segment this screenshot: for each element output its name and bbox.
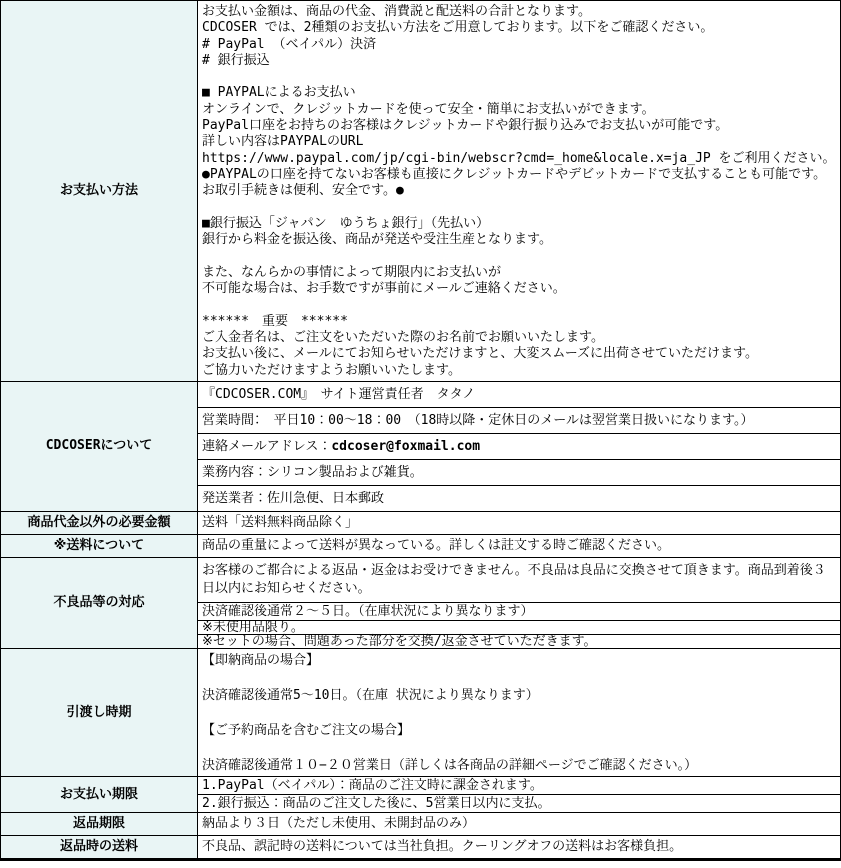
blank-line: [202, 739, 836, 757]
text-line: ご入金者名は、ご注文をいただいた際のお名前でお願いいたします。: [202, 329, 604, 345]
text-line: 銀行から料金を振込後、商品が発送や受注生産となります。: [202, 232, 552, 248]
shipping-note-content: 商品の重量によって送料が異なっている。詳しくは註文する時ご確認ください。: [202, 537, 671, 553]
defective-unused-only-row: ※未使用品限り。: [198, 620, 840, 634]
text-line: 決済確認後通常5〜10日。（在庫 状況により異なります）: [202, 687, 539, 703]
payment-method-header: お支払い方法: [1, 1, 198, 381]
return-shipping-fee-content: 不良品、誤記時の送料については当社負担。クーリングオフの送料はお客様負担。: [202, 839, 683, 855]
text-line: お取引手続きは便利、安全です。●: [202, 183, 404, 199]
delivery-time-header: 引渡し時期: [1, 649, 198, 777]
payment-method-content: [198, 1, 840, 381]
about-cdcoser-content: [198, 382, 840, 511]
paypal-url-text: https://www.paypal.com/jp/cgi-bin/webscr?cmd=_home&locale.x=ja_JP をご利用ください。: [202, 150, 836, 166]
text-line: オンラインで、クレジットカードを使って安全・簡単にお支払いができます。: [202, 101, 655, 117]
contact-row: [198, 433, 840, 459]
about-cdcoser-header: CDCOSERについて: [1, 382, 198, 511]
defective-processing-time-row: 決済確認後通常２〜５日。（在庫状況により異なります）: [198, 602, 840, 620]
text-line: CDCOSER では、2種類のお支払い方法をご用意しております。以下をご確認ください。: [202, 20, 714, 36]
return-shipping-fee-header: 返品時の送料: [1, 836, 198, 858]
defective-policy-row: お客様のご都合による返品・返金はお受けできません。不良品は良品に交換させて頂きます。商品到着後３日以内にお知らせください。: [202, 562, 826, 596]
row-extra-fees: [1, 511, 840, 534]
site-owner-row: 『CDCOSER.COM』 サイト運営責任者 タタノ: [202, 386, 476, 402]
text-line: ■銀行振込「ジャパン ゆうちょ銀行」（先払い）: [202, 215, 490, 231]
payment-deadline-header: お支払い期限: [1, 777, 198, 812]
paypal-deadline-row: 1.PayPal（ベイパル）：商品のご注文時に課金されます。: [202, 778, 543, 794]
text-line: 不可能な場合は、お手数ですが事前にメールご連絡ください。: [202, 281, 566, 297]
delivery-time-content: [198, 649, 840, 777]
blank-line: [202, 69, 836, 85]
bank-transfer-deadline-row: 2.銀行振込：商品のご注文した後に、5営業日以内に支払。: [198, 794, 840, 812]
payment-deadline-content: [198, 777, 840, 812]
text-line: また、なんらかの事情によって期限内にお支払いが: [202, 264, 502, 280]
row-payment-deadline: [1, 776, 840, 812]
text-line: 詳しい内容はPAYPALのURL: [202, 134, 364, 150]
blank-line: [202, 297, 836, 313]
important-note-heading: ****** 重要 ******: [202, 313, 348, 329]
text-line: # 銀行振込: [202, 52, 270, 68]
defective-items-header: 不良品等の対応: [1, 558, 198, 648]
extra-fees-content: 送料「送料無料商品除く」: [202, 514, 359, 530]
shipping-note-header: ※送料について: [1, 535, 198, 557]
blank-line: [202, 200, 836, 216]
contact-email-label: 連絡メールアドレス：: [202, 438, 332, 454]
text-line: ●PAYPALの口座を持てないお客様も直接にクレジットカードやデビットカードで支払することも可能です。: [202, 166, 827, 182]
row-return-shipping-fee: [1, 835, 840, 858]
contact-email: cdcoser@foxmail.com: [331, 438, 481, 454]
text-line: ■ PAYPALによるお支払い: [202, 85, 356, 101]
text-line: お支払い金額は、商品の代金、消費説と配送料の合計となります。: [202, 4, 591, 19]
business-hours-row: 営業時間： 平日10：00〜18：00 （18時以降・定休日のメールは翌営業日扱いになります。）: [198, 407, 840, 433]
row-payment-method: [1, 1, 840, 381]
shippers-row: 発送業者：佐川急便、日本郵政: [198, 485, 840, 511]
business-content-row: 業務内容：シリコン製品および雑貨。: [198, 459, 840, 485]
blank-line: [202, 669, 836, 687]
row-about-cdcoser: [1, 381, 840, 511]
text-line: PayPal口座をお持ちのお客様はクレジットカードや銀行振り込みでお支払いが可能です。: [202, 118, 729, 134]
text-line: # PayPal （ベイパル）決済: [202, 36, 377, 52]
text-line: 決済確認後通常１０−２０営業日（詳しくは各商品の詳細ページでご確認ください。）: [202, 757, 698, 773]
return-deadline-header: 返品期限: [1, 813, 198, 835]
blank-line: [202, 248, 836, 264]
defective-items-content: [198, 558, 840, 648]
row-defective-items: [1, 557, 840, 648]
row-delivery-time: [1, 648, 840, 777]
row-shipping-note: [1, 534, 840, 557]
extra-fees-header: 商品代金以外の必要金額: [1, 512, 198, 534]
text-line: ご協力いただけますようお願いいたします。: [202, 362, 461, 378]
text-line: お支払い後に、メールにてお知らせいただけますと、大変スムーズに出荷させていただけます。: [202, 346, 759, 362]
text-line: 【ご予約商品を含むご注文の場合】: [202, 722, 411, 738]
text-line: 【即納商品の場合】: [202, 652, 320, 668]
return-deadline-content: 納品より３日（ただし未使用、未開封品のみ）: [202, 816, 476, 832]
defective-set-policy-row: ※セットの場合、問題あった部分を交換/返金させていただきます。: [198, 634, 840, 648]
blank-line: [202, 704, 836, 722]
row-return-deadline: [1, 812, 840, 835]
